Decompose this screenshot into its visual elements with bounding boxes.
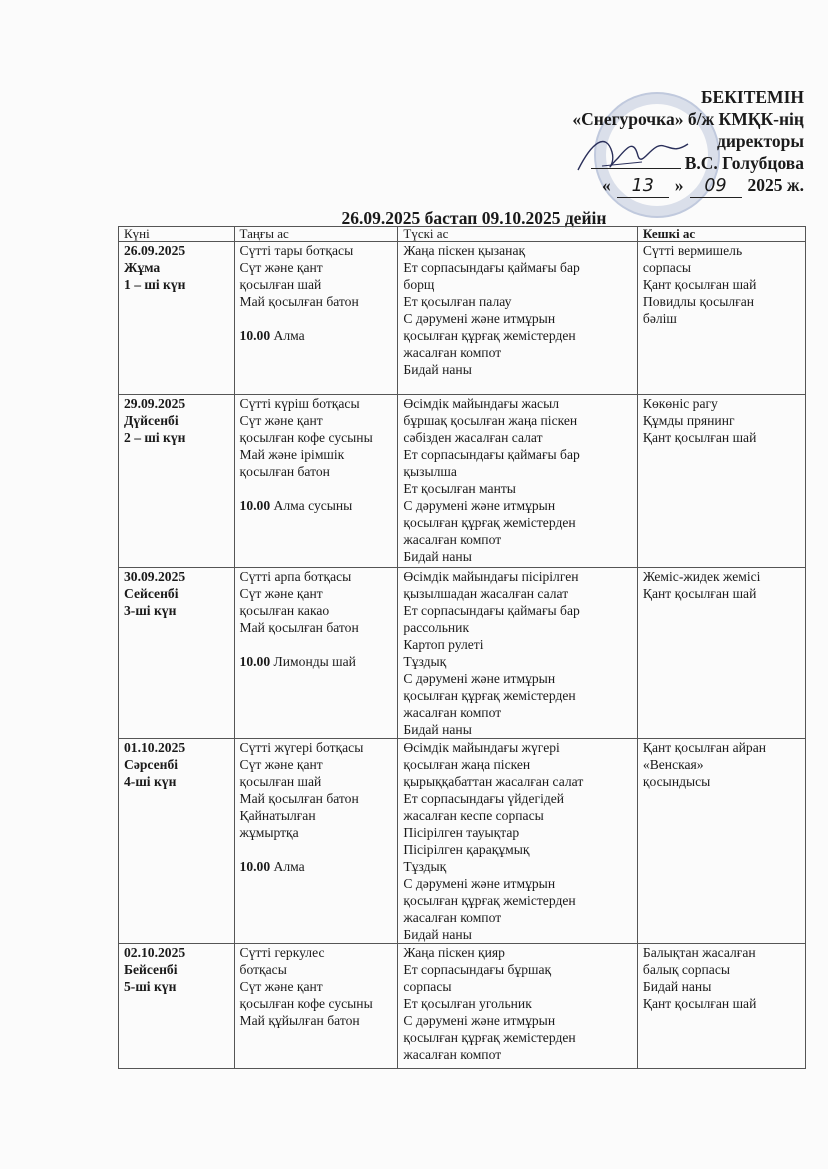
date-day: 13 xyxy=(617,175,669,198)
lunch-item: жасалған кеспе сорпасы xyxy=(403,808,544,823)
lunch-item: Өсімдік майындағы пісірілген xyxy=(403,569,579,584)
breakfast-item: Қайнатылған xyxy=(239,808,316,823)
day-number: 5-ші күн xyxy=(124,979,177,994)
table-header-row xyxy=(119,227,806,242)
lunch-item: Картоп рулеті xyxy=(403,637,484,652)
lunch-item: қосылған құрғақ жемістерден xyxy=(403,893,576,908)
lunch-item: С дәрумені және итмұрын xyxy=(403,311,556,326)
lunch-item: Пісірілген қарақұмық xyxy=(403,842,530,857)
dinner-item: Сүтті вермишель xyxy=(642,243,743,258)
breakfast-item: Сүтті тары ботқасы xyxy=(239,243,354,258)
day-date: 02.10.2025 xyxy=(124,945,186,960)
lunch-item: Ет сорпасындағы бұршақ xyxy=(403,962,552,977)
breakfast-item: ботқасы xyxy=(239,962,287,977)
lunch-item: жасалған компот xyxy=(403,345,502,360)
day-date: 30.09.2025 xyxy=(124,569,186,584)
lunch-item: Ет қосылған манты xyxy=(403,481,516,496)
dinner-item: Қант қосылған шай xyxy=(642,277,757,292)
dinner-item: бәліш xyxy=(642,311,677,326)
lunch-item: С дәрумені және итмұрын xyxy=(403,498,556,513)
snack-gap xyxy=(240,636,393,653)
snack-item: Алма xyxy=(273,328,305,343)
breakfast-item: Сүт және қант xyxy=(239,757,323,772)
breakfast-item: жұмыртқа xyxy=(239,825,299,840)
org-line: «Снегурочка» б/ж КМҚК-нің xyxy=(572,109,804,129)
breakfast-item: қосылған кофе сусыны xyxy=(239,430,373,445)
lunch-item: бұршақ қосылған жаңа піскен xyxy=(403,413,578,428)
day-weekday: Сәрсенбі xyxy=(124,757,179,772)
breakfast-item: қосылған какао xyxy=(239,603,330,618)
day-date: 01.10.2025 xyxy=(124,740,186,755)
snack-line xyxy=(240,497,393,514)
breakfast-item: Сүт және қант xyxy=(239,413,323,428)
lunch-item: Пісірілген тауықтар xyxy=(403,825,520,840)
snack-gap xyxy=(240,841,393,858)
day-weekday: Бейсенбі xyxy=(124,962,178,977)
lunch-item: Жаңа піскен қияр xyxy=(403,945,505,960)
lunch-item: қосылған жаңа піскен xyxy=(403,757,531,772)
dinner-cell xyxy=(637,242,805,395)
dinner-item: Құмды прянинг xyxy=(642,413,735,428)
breakfast-item: Май және ірімшік xyxy=(239,447,345,462)
approval-date xyxy=(572,174,804,198)
table-row xyxy=(119,242,806,395)
table-row xyxy=(119,568,806,739)
dinner-cell xyxy=(637,568,805,739)
signature-underline xyxy=(591,156,681,169)
lunch-cell xyxy=(398,944,638,1069)
snack-line xyxy=(240,858,393,875)
table-row xyxy=(119,395,806,568)
table-row xyxy=(119,944,806,1069)
day-cell xyxy=(119,242,235,395)
lunch-item: С дәрумені және итмұрын xyxy=(403,1013,556,1028)
lunch-item: жасалған компот xyxy=(403,532,502,547)
lunch-item: қызылша xyxy=(403,464,457,479)
lunch-item: сорпасы xyxy=(403,979,452,994)
day-cell xyxy=(119,395,235,568)
lunch-item: Бидай наны xyxy=(403,927,472,942)
breakfast-item: Сүт және қант xyxy=(239,979,323,994)
lunch-item: Ет сорпасындағы қаймағы бар xyxy=(403,447,580,462)
lunch-item: Ет сорпасындағы қаймағы бар xyxy=(403,260,580,275)
lunch-item: жасалған компот xyxy=(403,910,502,925)
breakfast-item: Сүт және қант xyxy=(239,586,323,601)
breakfast-cell xyxy=(234,242,398,395)
dinner-item: сорпасы xyxy=(642,260,692,275)
dinner-item: балық сорпасы xyxy=(642,962,730,977)
dinner-item: Қант қосылған шай xyxy=(642,996,757,1011)
dinner-item: «Венская» xyxy=(642,757,704,772)
snack-time: 10.00 xyxy=(239,498,271,513)
lunch-cell xyxy=(398,739,638,944)
snack-item: Алма xyxy=(273,859,305,874)
day-weekday: Сейсенбі xyxy=(124,586,179,601)
snack-time: 10.00 xyxy=(239,859,271,874)
breakfast-cell xyxy=(234,944,398,1069)
dinner-item: Повидлы қосылған xyxy=(642,294,755,309)
lunch-item: Ет қосылған угольник xyxy=(403,996,532,1011)
day-cell xyxy=(119,944,235,1069)
dinner-item: Қант қосылған шай xyxy=(642,586,757,601)
lunch-item: рассольник xyxy=(403,620,470,635)
snack-line xyxy=(240,653,393,670)
breakfast-item: Сүтті жүгері ботқасы xyxy=(239,740,364,755)
lunch-item: қосылған құрғақ жемістерден xyxy=(403,328,576,343)
table-row xyxy=(119,739,806,944)
day-weekday: Дүйсенбі xyxy=(124,413,179,428)
column-header-day: Күні xyxy=(119,227,235,242)
breakfast-item: Сүтті арпа ботқасы xyxy=(239,569,352,584)
day-cell xyxy=(119,739,235,944)
dinner-cell xyxy=(637,944,805,1069)
snack-time: 10.00 xyxy=(239,328,271,343)
lunch-item: Бидай наны xyxy=(403,722,472,737)
breakfast-item: Сүтті геркулес xyxy=(239,945,325,960)
dinner-item: Көкөніс рагу xyxy=(642,396,718,411)
breakfast-item: қосылған шай xyxy=(239,277,322,292)
lunch-item: Тұздық xyxy=(403,859,447,874)
lunch-item: С дәрумені және итмұрын xyxy=(403,671,556,686)
column-header-breakfast: Таңғы ас xyxy=(234,227,398,242)
dinner-cell xyxy=(637,395,805,568)
day-number: 3-ші күн xyxy=(124,603,177,618)
breakfast-item: қосылған батон xyxy=(239,464,330,479)
snack-time: 10.00 xyxy=(239,654,271,669)
dinner-item: Бидай наны xyxy=(642,979,712,994)
breakfast-item: Май құйылған батон xyxy=(239,1013,360,1028)
snack-gap xyxy=(240,480,393,497)
lunch-item: жасалған компот xyxy=(403,705,502,720)
day-date: 29.09.2025 xyxy=(124,396,186,411)
lunch-item: Ет сорпасындағы үйдегідей xyxy=(403,791,565,806)
dinner-cell xyxy=(637,739,805,944)
lunch-item: қосылған құрғақ жемістерден xyxy=(403,1030,576,1045)
day-weekday: Жұма xyxy=(124,260,161,275)
lunch-item: Ет қосылған палау xyxy=(403,294,512,309)
lunch-item: С дәрумені және итмұрын xyxy=(403,876,556,891)
date-year: 2025 ж. xyxy=(747,175,804,195)
breakfast-item: Сүт және қант xyxy=(239,260,323,275)
breakfast-cell xyxy=(234,739,398,944)
lunch-item: Тұздық xyxy=(403,654,447,669)
dinner-item: Қант қосылған айран xyxy=(642,740,767,755)
breakfast-item: Май қосылған батон xyxy=(239,294,359,309)
menu-table xyxy=(118,226,806,1069)
day-number: 2 – ші күн xyxy=(124,430,186,445)
lunch-cell xyxy=(398,568,638,739)
approval-block xyxy=(572,86,804,198)
breakfast-item: қосылған шай xyxy=(239,774,322,789)
breakfast-item: Май қосылған батон xyxy=(239,791,359,806)
lunch-item: Өсімдік майындағы жүгері xyxy=(403,740,560,755)
date-quote-open: « xyxy=(602,175,611,195)
dinner-item: қосындысы xyxy=(642,774,711,789)
column-header-lunch: Түскі ас xyxy=(398,227,638,242)
lunch-cell xyxy=(398,242,638,395)
date-quote-close: » xyxy=(674,175,684,195)
signature-line xyxy=(572,152,804,174)
day-cell xyxy=(119,568,235,739)
lunch-item: сәбізден жасалған салат xyxy=(403,430,543,445)
dinner-item: Қант қосылған шай xyxy=(642,430,757,445)
snack-line xyxy=(240,327,393,344)
signer-name: В.С. Голубцова xyxy=(684,153,804,173)
breakfast-item: Май қосылған батон xyxy=(239,620,359,635)
lunch-item: Ет сорпасындағы қаймағы бар xyxy=(403,603,580,618)
position-line: директоры xyxy=(716,131,804,151)
lunch-item: Бидай наны xyxy=(403,549,472,564)
lunch-cell xyxy=(398,395,638,568)
breakfast-item: Сүтті күріш ботқасы xyxy=(239,396,360,411)
snack-item: Лимонды шай xyxy=(273,654,356,669)
lunch-item: қосылған құрғақ жемістерден xyxy=(403,515,576,530)
approve-title: БЕКІТЕМІН xyxy=(700,87,804,107)
lunch-item: жасалған компот xyxy=(403,1047,502,1062)
breakfast-cell xyxy=(234,568,398,739)
snack-item: Алма сусыны xyxy=(273,498,353,513)
dinner-item: Балықтан жасалған xyxy=(642,945,756,960)
breakfast-item: қосылған кофе сусыны xyxy=(239,996,373,1011)
lunch-item: борщ xyxy=(403,277,435,292)
lunch-item: Бидай наны xyxy=(403,362,472,377)
lunch-item: қырыққабаттан жасалған салат xyxy=(403,774,584,789)
day-number: 1 – ші күн xyxy=(124,277,186,292)
breakfast-cell xyxy=(234,395,398,568)
lunch-item: қызылшадан жасалған салат xyxy=(403,586,569,601)
document-title: 26.09.2025 бастап 09.10.2025 дейін xyxy=(341,208,607,228)
lunch-item: Өсімдік майындағы жасыл xyxy=(403,396,559,411)
column-header-dinner: Кешкі ас xyxy=(637,227,805,242)
lunch-item: Жаңа піскен қызанақ xyxy=(403,243,526,258)
date-month: 09 xyxy=(690,175,742,198)
dinner-item: Жеміс-жидек жемісі xyxy=(642,569,761,584)
day-date: 26.09.2025 xyxy=(124,243,186,258)
day-number: 4-ші күн xyxy=(124,774,177,789)
lunch-item: қосылған құрғақ жемістерден xyxy=(403,688,576,703)
snack-gap xyxy=(240,310,393,327)
